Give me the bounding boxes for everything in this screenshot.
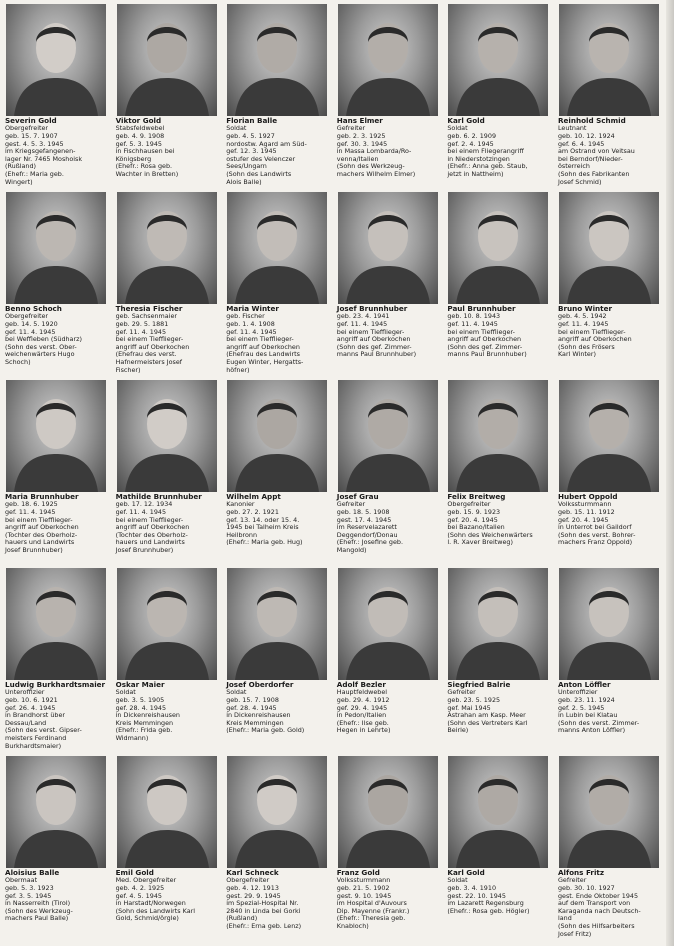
person-caption: geb. 4. 5. 1942 gef. 11. 4. 1945 bei einem Tiefflieger- angriff auf Oberkochen (Sohn des Frösers Karl Winter) xyxy=(557,312,632,359)
memorial-entry xyxy=(555,756,666,944)
memorial-entry xyxy=(334,568,445,756)
person-name: Aloisius Balle xyxy=(5,868,60,877)
person-caption: Obergefreiter geb. 4. 12. 1913 gest. 29. 9. 1945 im Spezial-Hospital Nr. 2840 in Linda bei Gorki (Rußland) (Ehefr.: Erna geb. Lenz) xyxy=(226,876,302,930)
portrait-photo xyxy=(6,756,106,868)
portrait-photo xyxy=(448,4,548,116)
person-name: Maria Winter xyxy=(226,304,279,313)
memorial-entry xyxy=(444,4,555,192)
portrait-photo xyxy=(117,380,217,492)
memorial-entry xyxy=(334,4,445,192)
person-name: Josef Brunnhuber xyxy=(336,304,408,313)
person-caption: geb. 10. 8. 1943 gef. 11. 4. 1945 bei einem Tiefflieger- angriff auf Oberkochen (Sohn des gef. Zimmer- manns Paul Brunnhuber) xyxy=(447,312,527,359)
portrait-photo xyxy=(117,756,217,868)
memorial-entry xyxy=(334,380,445,568)
portrait-photo xyxy=(559,568,659,680)
person-name: Reinhold Schmid xyxy=(557,116,626,125)
person-name: Paul Brunnhuber xyxy=(447,304,516,313)
person-caption: geb. 18. 6. 1925 gef. 11. 4. 1945 bei einem Tiefflieger- angriff auf Oberkochen (Tochter des Oberholz- hauers und Landwirts Josef Brunnhuber) xyxy=(5,500,79,554)
person-caption: geb. 17. 12. 1934 gef. 11. 4. 1945 bei einem Tiefflieger- angriff auf Oberkochen (Tochter des Oberholz- hauers und Landwirts Josef Brunnhuber) xyxy=(115,500,190,554)
person-caption: Unteroffizier geb. 23. 11. 1924 gef. 2. 5. 1945 in Lubin bei Klatau (Sohn des verst. Zimmer- manns Anton Löffler) xyxy=(557,688,640,735)
person-caption: geb. Sachsenmaier geb. 29. 5. 1881 gef. 11. 4. 1945 bei einem Tiefflieger- angriff auf Oberkochen (Ehefrau des verst. Hafnermeisters Josef Fischer) xyxy=(115,312,190,374)
memorial-entry xyxy=(555,380,666,568)
portrait-photo xyxy=(338,756,438,868)
person-name: Emil Gold xyxy=(115,868,154,877)
memorial-entry xyxy=(444,192,555,380)
person-name: Anton Löffler xyxy=(557,680,611,689)
person-name: Josef Grau xyxy=(336,492,379,501)
memorial-entry xyxy=(555,192,666,380)
portrait-photo xyxy=(559,192,659,304)
person-name: Siegfried Balrie xyxy=(447,680,511,689)
portrait-photo xyxy=(559,380,659,492)
portrait-photo xyxy=(227,380,327,492)
memorial-entry xyxy=(555,568,666,756)
person-caption: Obergefreiter geb. 14. 5. 1920 gef. 11. 4. 1945 bei Weffleben (Südharz) (Sohn des verst. Ober- weichenwärters Hugo Schoch) xyxy=(5,312,82,366)
person-caption: Hauptfeldwebel geb. 29. 4. 1912 gef. 29. 4. 1945 in Pedon/Italien (Ehefr.: Ilse geb. Hegen in Lehrte) xyxy=(336,688,391,735)
person-caption: Leutnant geb. 10. 12. 1924 gef. 6. 4. 1945 am Ostrand von Veitsau bei Berndorf/Nieder- österreich (Sohn des Fabrikanten Josef Schmid) xyxy=(557,124,635,186)
person-name: Karl Gold xyxy=(447,868,485,877)
memorial-entry xyxy=(113,568,224,756)
person-name: Karl Schneck xyxy=(226,868,279,877)
portrait-photo xyxy=(559,756,659,868)
person-caption: Kanonier geb. 27. 2. 1921 gef. 13. 14. oder 15. 4. 1945 bei Talheim Kreis Heilbronn (Ehefr.: Maria geb. Hug) xyxy=(226,500,303,547)
person-name: Mathilde Brunnhuber xyxy=(115,492,202,501)
person-name: Hubert Oppold xyxy=(557,492,618,501)
memorial-entry xyxy=(444,756,555,944)
person-caption: Gefreiter geb. 2. 3. 1925 gef. 30. 3. 1945 in Massa Lombarda/Ro- venna/Italien (Sohn des Werkzeug- machers Wilhelm Elmer) xyxy=(336,124,416,178)
portrait-photo xyxy=(117,568,217,680)
person-name: Theresia Fischer xyxy=(115,304,183,313)
person-name: Karl Gold xyxy=(447,116,485,125)
memorial-entry xyxy=(444,380,555,568)
page-edge xyxy=(666,0,674,946)
memorial-entry xyxy=(113,192,224,380)
person-name: Bruno Winter xyxy=(557,304,613,313)
memorial-entry xyxy=(2,568,113,756)
person-caption: Obergefreiter geb. 15. 9. 1923 gef. 20. 4. 1945 bei Bazano/Italien (Sohn des Weichenwärters l. R. Xaver Breitweg) xyxy=(447,500,533,547)
person-name: Ludwig Burkhardtsmaier xyxy=(5,680,106,689)
person-caption: Soldat geb. 3. 4. 1910 gest. 22. 10. 1945 im Lazarett Regensburg (Ehefr.: Rosa geb. Högler) xyxy=(447,876,530,915)
memorial-entry xyxy=(444,568,555,756)
person-caption: Gefreiter geb. 18. 5. 1908 gest. 17. 4. 1945 im Reservelazarett Deggendorf/Donau (Ehefr.: Josefine geb. Mangold) xyxy=(336,500,403,554)
portrait-photo xyxy=(338,4,438,116)
portrait-photo xyxy=(338,568,438,680)
memorial-entry xyxy=(113,380,224,568)
person-caption: Stabsfeldwebel geb. 4. 9. 1908 gef. 5. 3. 1945 in Fischhausen bei Königsberg (Ehefr.: Rosa geb. Wachter in Bretten) xyxy=(115,124,179,178)
person-name: Severin Gold xyxy=(5,116,57,125)
portrait-photo xyxy=(6,380,106,492)
portrait-photo xyxy=(227,568,327,680)
portrait-photo xyxy=(448,756,548,868)
person-name: Viktor Gold xyxy=(115,116,162,125)
portrait-photo xyxy=(338,192,438,304)
person-name: Maria Brunnhuber xyxy=(5,492,79,501)
portrait-photo xyxy=(6,4,106,116)
portrait-photo xyxy=(6,192,106,304)
portrait-photo xyxy=(227,756,327,868)
memorial-entry xyxy=(2,380,113,568)
person-caption: geb. 23. 4. 1941 gef. 11. 4. 1945 bei einem Tiefflieger- angriff auf Oberkochen (Sohn des gef. Zimmer- manns Paul Brunnhuber) xyxy=(336,312,417,359)
portrait-photo xyxy=(448,192,548,304)
memorial-entry xyxy=(223,568,334,756)
portrait-photo xyxy=(448,380,548,492)
person-caption: Obermaat geb. 5. 3. 1923 gef. 3. 5. 1945 in Nasserreith (Tirol) (Sohn des Werkzeug- machers Paul Balle) xyxy=(5,876,73,923)
person-caption: Soldat geb. 6. 2. 1909 gef. 2. 4. 1945 bei einem Fliegerangriff in Niederstotzingen (Ehefr.: Anna geb. Staub, jetzt in Nattheim) xyxy=(447,124,528,178)
person-name: Wilhelm Appt xyxy=(226,492,281,501)
person-caption: Volkssturmmann geb. 15. 11. 1912 gef. 20. 4. 1945 in Unterrot bei Gaildorf (Sohn des verst. Bohrer- machers Franz Oppold) xyxy=(557,500,636,547)
person-caption: Soldat geb. 15. 7. 1908 gef. 28. 4. 1945 in Dickenreishausen Kreis Memmingen (Ehefr.: Maria geb. Gold) xyxy=(226,688,305,735)
memorial-entry xyxy=(223,192,334,380)
person-name: Adolf Bezler xyxy=(336,680,386,689)
memorial-grid xyxy=(2,4,666,944)
memorial-entry xyxy=(555,4,666,192)
portrait-photo xyxy=(6,568,106,680)
person-name: Felix Breitweg xyxy=(447,492,506,501)
portrait-photo xyxy=(227,192,327,304)
portrait-photo xyxy=(117,192,217,304)
person-name: Oskar Maier xyxy=(115,680,165,689)
person-caption: Gefreiter geb. 30. 10. 1927 gest. Ende Oktober 1945 auf dem Transport von Karaganda nach Deutsch- land (Sohn des Hilfsarbeiters Josef Fritz) xyxy=(557,876,641,938)
portrait-photo xyxy=(559,4,659,116)
memorial-entry xyxy=(334,756,445,944)
person-name: Alfons Fritz xyxy=(557,868,605,877)
memorial-entry xyxy=(113,4,224,192)
memorial-entry xyxy=(2,192,113,380)
person-name: Florian Balle xyxy=(226,116,278,125)
person-name: Hans Elmer xyxy=(336,116,383,125)
person-name: Benno Schoch xyxy=(5,304,62,313)
person-caption: geb. Fischer geb. 1. 4. 1908 gef. 11. 4. 1945 bei einem Tiefflieger- angriff auf Oberkochen (Ehefrau des Landwirts Eugen Winter, Hergatts- höfner) xyxy=(226,312,304,374)
person-caption: Soldat geb. 3. 5. 1905 gef. 28. 4. 1945 in Dickenreishausen Kreis Memmingen (Ehefr.: Frida geb. Widmann) xyxy=(115,688,180,742)
portrait-photo xyxy=(117,4,217,116)
memorial-entry xyxy=(223,4,334,192)
portrait-photo xyxy=(338,380,438,492)
memorial-entry xyxy=(2,4,113,192)
memorial-entry xyxy=(223,380,334,568)
memorial-entry xyxy=(334,192,445,380)
portrait-photo xyxy=(227,4,327,116)
person-caption: Volkssturmmann geb. 21. 5. 1902 gest. 9. 10. 1945 im Hospital d'Auvours Dip. Mayenne (Frankr.) (Ehefr.: Theresia geb. Knabloch) xyxy=(336,876,410,930)
person-caption: Gefreiter geb. 23. 5. 1925 gef. Mai 1945 Astrahan am Kasp. Meer (Sohn des Vertreters Karl Beirle) xyxy=(447,688,528,735)
person-caption: Obergefreiter geb. 15. 7. 1907 gest. 4. 5. 3. 1945 im Kriegsgefangenen- lager Nr. 7465 Moshoisk (Rußland) (Ehefr.: Maria geb. Wingert) xyxy=(5,124,83,186)
person-name: Josef Oberdorfer xyxy=(226,680,294,689)
memorial-entry xyxy=(2,756,113,944)
person-caption: Unteroffizier geb. 10. 6. 1921 gef. 26. 4. 1945 in Brandhorst über Dessau/Land (Sohn des verst. Gipser- meisters Ferdinand Burkhardtsmaier) xyxy=(5,688,82,750)
person-name: Franz Gold xyxy=(336,868,380,877)
memorial-entry xyxy=(113,756,224,944)
memorial-entry xyxy=(223,756,334,944)
person-caption: Soldat geb. 4. 5. 1927 nordostw. Agard am Süd- gef. 12. 3. 1945 ostufer des Velenczer Sees/Ungarn (Sohn des Landwirts Alois Balle) xyxy=(226,124,307,186)
portrait-photo xyxy=(448,568,548,680)
person-caption: Med. Obergefreiter geb. 4. 2. 1925 gef. 4. 5. 1945 in Harstadt/Norwegen (Sohn des Landwirts Karl Gold, Schmid/örgle) xyxy=(115,876,196,923)
